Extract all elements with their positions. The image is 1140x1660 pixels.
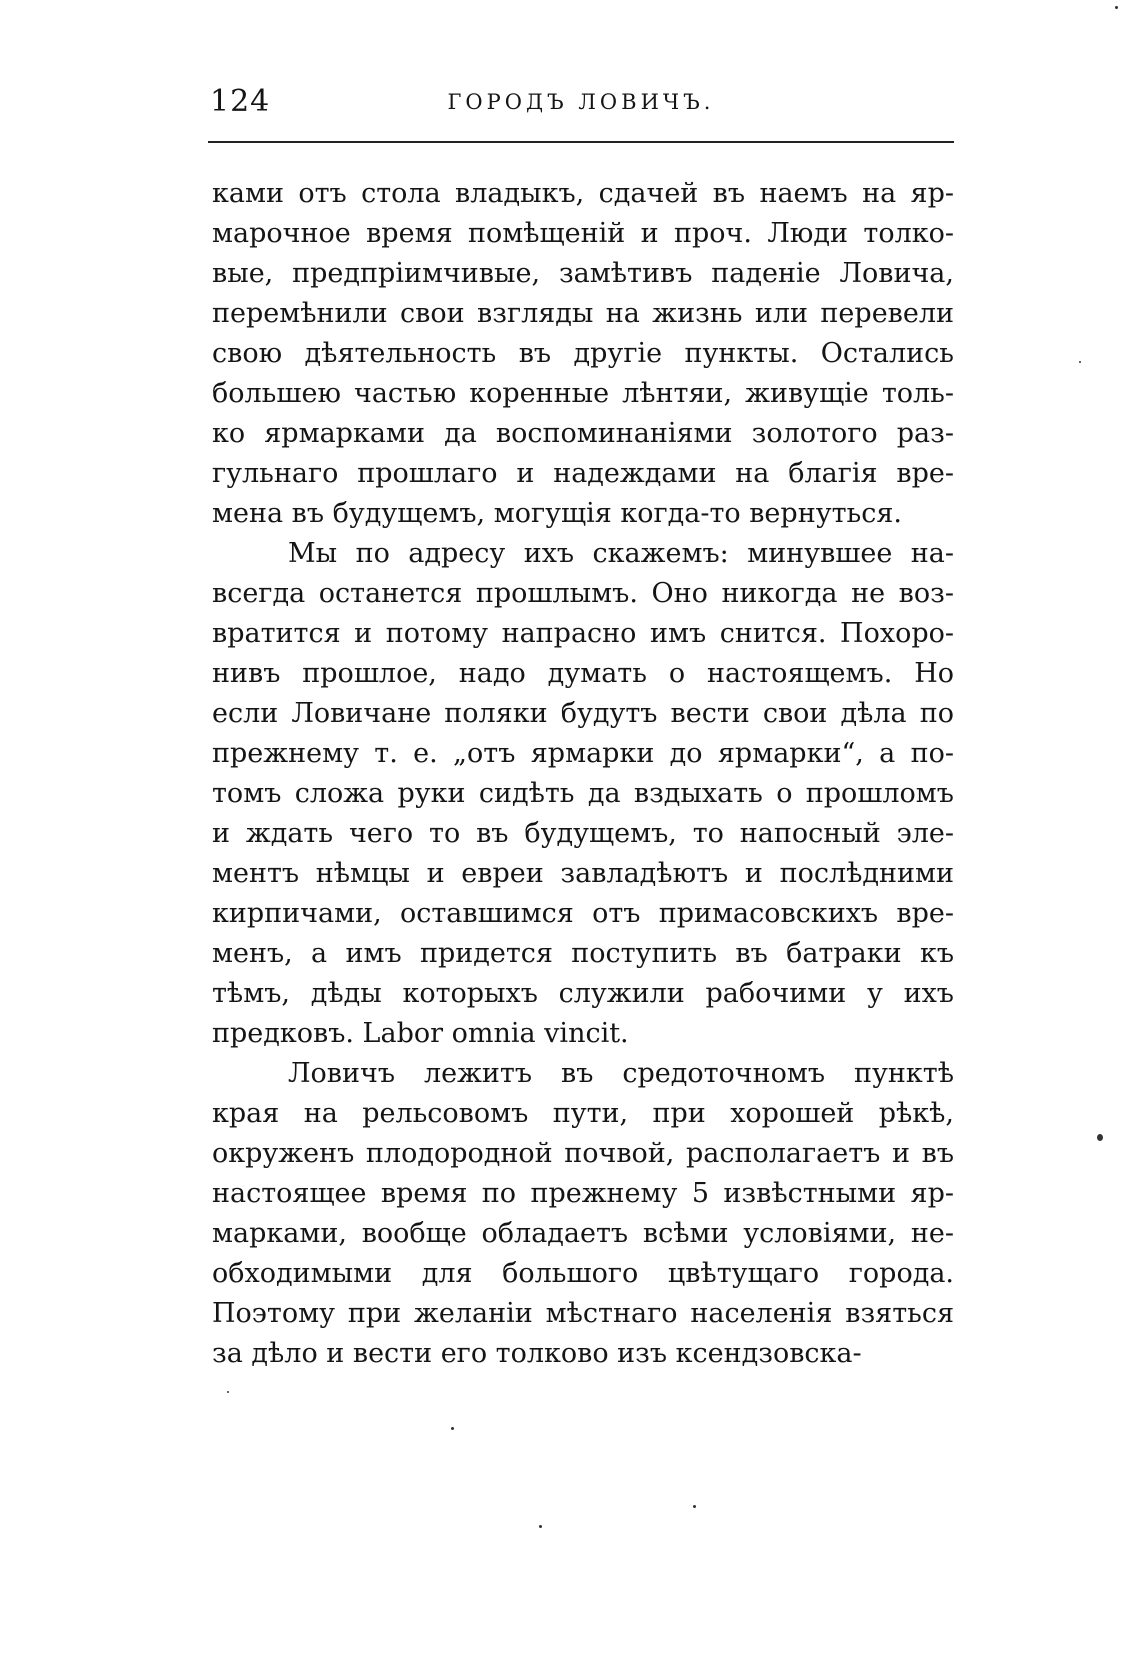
text-line: за дѣло и вести его толково изъ ксендзовска- [212,1338,862,1369]
text-line: настоящее время по прежнему 5 извѣстными яр- [212,1178,954,1209]
scan-speck [227,1391,229,1393]
text-line: всегда останется прошлымъ. Оно никогда не воз- [212,578,954,609]
text-line: нивъ прошлое, надо думать о настоящемъ. Но [212,658,954,689]
scan-speck [451,1427,454,1430]
text-line: гульнаго прошлаго и надеждами на благія вре- [212,458,954,489]
page-number: 124 [210,84,271,119]
text-line: ко ярмарками да воспоминаніями золотого раз- [212,418,954,449]
text-line: томъ сложа руки сидѣть да вздыхать о прошломъ [212,778,954,809]
scan-speck [1097,1134,1103,1141]
text-line: предковъ. Labor omnia vincit. [212,1018,629,1049]
page-header [210,84,952,124]
text-line: вратится и потому напрасно имъ снится. Похоро- [212,618,954,649]
text-line: марочное время помѣщеній и проч. Люди толко- [212,218,954,249]
text-line: вые, предпріимчивые, замѣтивъ паденіе Ловича, [212,258,954,289]
text-line: если Ловичане поляки будутъ вести свои дѣла по [212,698,954,729]
text-line: Мы по адресу ихъ скажемъ: минувшее на- [288,538,954,569]
scan-speck [1079,361,1081,363]
text-line: менъ, а имъ придется поступить въ батраки къ [212,938,954,969]
text-line: ментъ нѣмцы и евреи завладѣютъ и послѣдними [212,858,954,889]
running-title: ГОРОДЪ ЛОВИЧЪ. [447,90,715,114]
scan-speck [693,1505,696,1508]
text-line: перемѣнили свои взгляды на жизнь или перевели [212,298,954,329]
text-line: кирпичами, оставшимся отъ примасовскихъ вре- [212,898,954,929]
scan-speck [539,1525,542,1528]
text-line: свою дѣятельность въ другіе пункты. Остались [212,338,954,369]
text-line: окруженъ плодородной почвой, располагаетъ и въ [212,1138,954,1169]
text-line: ками отъ стола владыкъ, сдачей въ наемъ на яр- [212,178,954,209]
text-line: и ждать чего то въ будущемъ, то напосный эле- [212,818,954,849]
body-text [212,174,954,1374]
text-line: края на рельсовомъ пути, при хорошей рѣкѣ, [212,1098,954,1129]
text-line: Поэтому при желаніи мѣстнаго населенія взяться [212,1298,954,1329]
header-rule [208,141,954,143]
text-line: мена въ будущемъ, могущія когда-то вернуться. [212,498,902,529]
text-line: тѣмъ, дѣды которыхъ служили рабочими у ихъ [212,978,954,1009]
text-line: прежнему т. е. „отъ ярмарки до ярмарки“, а по- [212,738,954,769]
text-line: обходимыми для большого цвѣтущаго города. [212,1258,954,1289]
scan-speck [1115,6,1118,9]
text-line: большею частью коренные лѣнтяи, живущіе толь- [212,378,954,409]
text-line: марками, вообще обладаетъ всѣми условіями, не- [212,1218,954,1249]
text-line: Ловичъ лежитъ въ средоточномъ пунктѣ [288,1058,954,1089]
